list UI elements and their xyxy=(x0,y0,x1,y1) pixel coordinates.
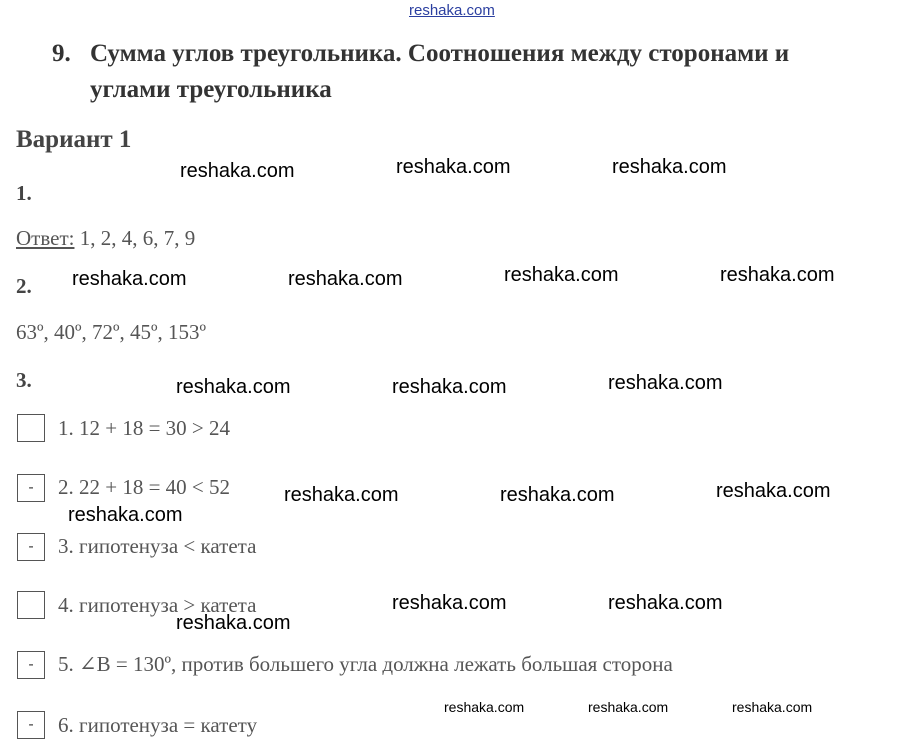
watermark: reshaka.com xyxy=(720,264,835,286)
item-3-checkbox[interactable]: - xyxy=(17,533,45,561)
answer-label: Ответ: xyxy=(16,226,75,250)
watermark: reshaka.com xyxy=(608,592,723,614)
watermark: reshaka.com xyxy=(288,268,403,290)
watermark: reshaka.com xyxy=(504,264,619,286)
watermark: reshaka.com xyxy=(284,484,399,506)
answer-value: 1, 2, 4, 6, 7, 9 xyxy=(74,226,196,250)
site-header-link[interactable]: reshaka.com xyxy=(409,2,495,19)
item-3-text: 3. гипотенуза < катета xyxy=(58,534,257,558)
watermark: reshaka.com xyxy=(444,699,525,715)
watermark: reshaka.com xyxy=(180,160,295,182)
section-title-line-1: Сумма углов треугольника. Соотношения между сторонами и xyxy=(90,40,790,67)
watermark: reshaka.com xyxy=(176,376,291,398)
question-3-number: 3. xyxy=(16,368,32,392)
watermark: reshaka.com xyxy=(392,376,507,398)
item-6-text: 6. гипотенуза = катету xyxy=(58,713,258,737)
item-2-text: 2. 22 + 18 = 40 < 52 xyxy=(58,475,231,499)
watermark: reshaka.com xyxy=(392,592,507,614)
watermark: reshaka.com xyxy=(732,699,813,715)
section-number: 9. xyxy=(52,40,71,67)
watermark: reshaka.com xyxy=(608,372,723,394)
watermark: reshaka.com xyxy=(500,484,615,506)
item-5-text: 5. ∠B = 130º, против большего угла должна лежать большая сторона xyxy=(58,652,673,676)
question-1-number: 1. xyxy=(16,181,32,205)
watermark: reshaka.com xyxy=(176,612,291,634)
item-4-checkbox[interactable] xyxy=(17,591,45,619)
watermark: reshaka.com xyxy=(588,699,669,715)
question-2-angles: 63º, 40º, 72º, 45º, 153º xyxy=(16,320,207,344)
item-6-checkbox[interactable]: - xyxy=(17,711,45,739)
item-2-checkbox[interactable]: - xyxy=(17,474,45,502)
watermark: reshaka.com xyxy=(72,268,187,290)
watermark: reshaka.com xyxy=(716,480,831,502)
section-title-line-2: углами треугольника xyxy=(90,76,332,103)
question-1-answer xyxy=(16,226,195,251)
watermark: reshaka.com xyxy=(612,156,727,178)
variant-heading: Вариант 1 xyxy=(16,126,132,153)
question-2-number: 2. xyxy=(16,274,32,298)
watermark: reshaka.com xyxy=(396,156,511,178)
watermark: reshaka.com xyxy=(68,504,183,526)
item-1-checkbox[interactable] xyxy=(17,414,45,442)
item-4-text: 4. гипотенуза > катета xyxy=(58,593,257,617)
item-1-text: 1. 12 + 18 = 30 > 24 xyxy=(58,416,231,440)
item-5-checkbox[interactable]: - xyxy=(17,651,45,679)
